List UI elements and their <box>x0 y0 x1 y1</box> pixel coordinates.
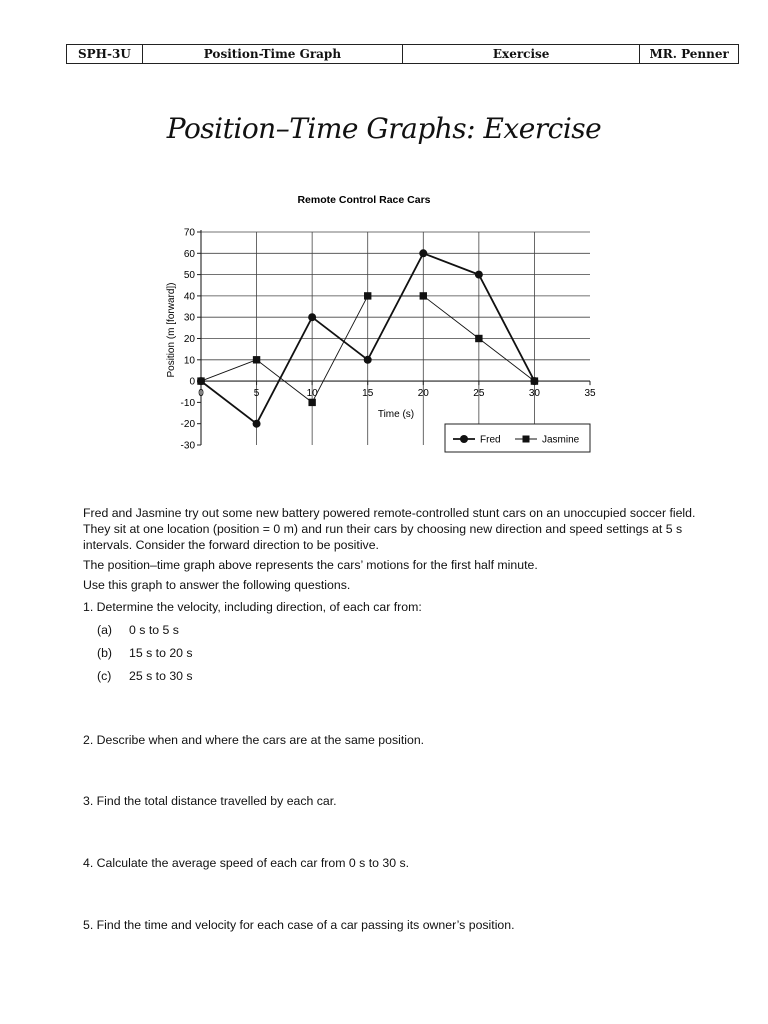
part-text: 25 s to 30 s <box>129 669 193 683</box>
header-course: SPH-3U <box>67 45 143 63</box>
intro-paragraph: Use this graph to answer the following questions. <box>83 578 351 592</box>
question-5: 5. Find the time and velocity for each case of a car passing its owner’s position. <box>83 918 515 932</box>
x-tick-label: 5 <box>253 388 260 400</box>
legend-marker-fred <box>460 435 468 443</box>
data-point-fred <box>253 420 261 428</box>
legend-label-fred: Fred <box>480 434 501 446</box>
header-teacher: MR. Penner <box>649 47 729 61</box>
x-tick-label: 15 <box>362 388 374 400</box>
y-tick-label: -30 <box>180 440 195 452</box>
part-text: 0 s to 5 s <box>129 623 179 637</box>
question-4: 4. Calculate the average speed of each car from 0 s to 30 s. <box>83 856 410 870</box>
question-2: 2. Describe when and where the cars are at the same position. <box>83 733 425 747</box>
data-point-jasmine <box>475 335 482 342</box>
header-table <box>66 44 739 64</box>
x-tick-label: 30 <box>528 388 540 400</box>
part-label: (b) <box>97 646 113 660</box>
y-tick-label: -20 <box>180 419 195 431</box>
chart-title: Remote Control Race Cars <box>297 194 431 206</box>
legend-marker-jasmine <box>523 436 530 443</box>
question-3: 3. Find the total distance travelled by each car. <box>83 794 337 808</box>
y-tick-label: 10 <box>183 355 195 367</box>
y-tick-label: 30 <box>183 312 195 324</box>
x-tick-label: 25 <box>473 388 485 400</box>
y-tick-label: 20 <box>183 334 195 345</box>
position-time-chart <box>150 185 610 460</box>
data-point-jasmine <box>197 377 204 384</box>
question-1: 1. Determine the velocity, including direction, of each car from: <box>83 600 422 614</box>
part-text: 15 s to 20 s <box>129 646 193 660</box>
data-point-jasmine <box>308 399 315 406</box>
chart-legend <box>445 424 590 452</box>
intro-text <box>83 505 723 597</box>
y-axis-label: Position (m [forward]) <box>166 282 177 378</box>
x-axis-label: Time (s) <box>377 409 415 420</box>
page-title: Position–Time Graphs: Exercise <box>166 112 602 145</box>
intro-paragraph: Fred and Jasmine try out some new battery powered remote-controlled stunt cars on an unoccupied soccer field. They sit at one location (position = 0 m) and run their cars by choosing new direction and speed settings at 5 s intervals. Consider the forward direction to be positive. <box>83 506 696 552</box>
data-point-fred <box>308 313 316 321</box>
intro-paragraph: The position–time graph above represents the cars’ motions for the first half minute. <box>83 558 538 572</box>
y-tick-label: -10 <box>180 397 195 409</box>
data-point-jasmine <box>420 292 427 299</box>
data-point-jasmine <box>531 377 538 384</box>
x-tick-label: 0 <box>198 388 204 400</box>
y-tick-label: 70 <box>183 227 195 239</box>
legend-label-jasmine: Jasmine <box>542 434 580 446</box>
question-1c <box>97 669 193 683</box>
x-tick-label: 20 <box>417 388 429 400</box>
y-tick-label: 50 <box>183 270 195 282</box>
header-topic: Position-Time Graph <box>143 45 403 63</box>
y-tick-label: 60 <box>183 248 195 260</box>
y-tick-label: 40 <box>183 291 195 303</box>
question-1a <box>97 623 179 637</box>
data-point-jasmine <box>253 356 260 363</box>
question-1b <box>97 646 193 660</box>
data-point-fred <box>419 249 427 257</box>
part-label: (a) <box>97 623 113 637</box>
part-label: (c) <box>97 669 112 683</box>
x-tick-label: 35 <box>584 388 596 400</box>
y-tick-label: 0 <box>189 376 195 388</box>
x-tick-label: 10 <box>306 388 318 400</box>
data-point-fred <box>475 271 483 279</box>
header-type: Exercise <box>403 45 640 63</box>
data-point-fred <box>364 356 372 364</box>
data-point-jasmine <box>364 292 371 299</box>
